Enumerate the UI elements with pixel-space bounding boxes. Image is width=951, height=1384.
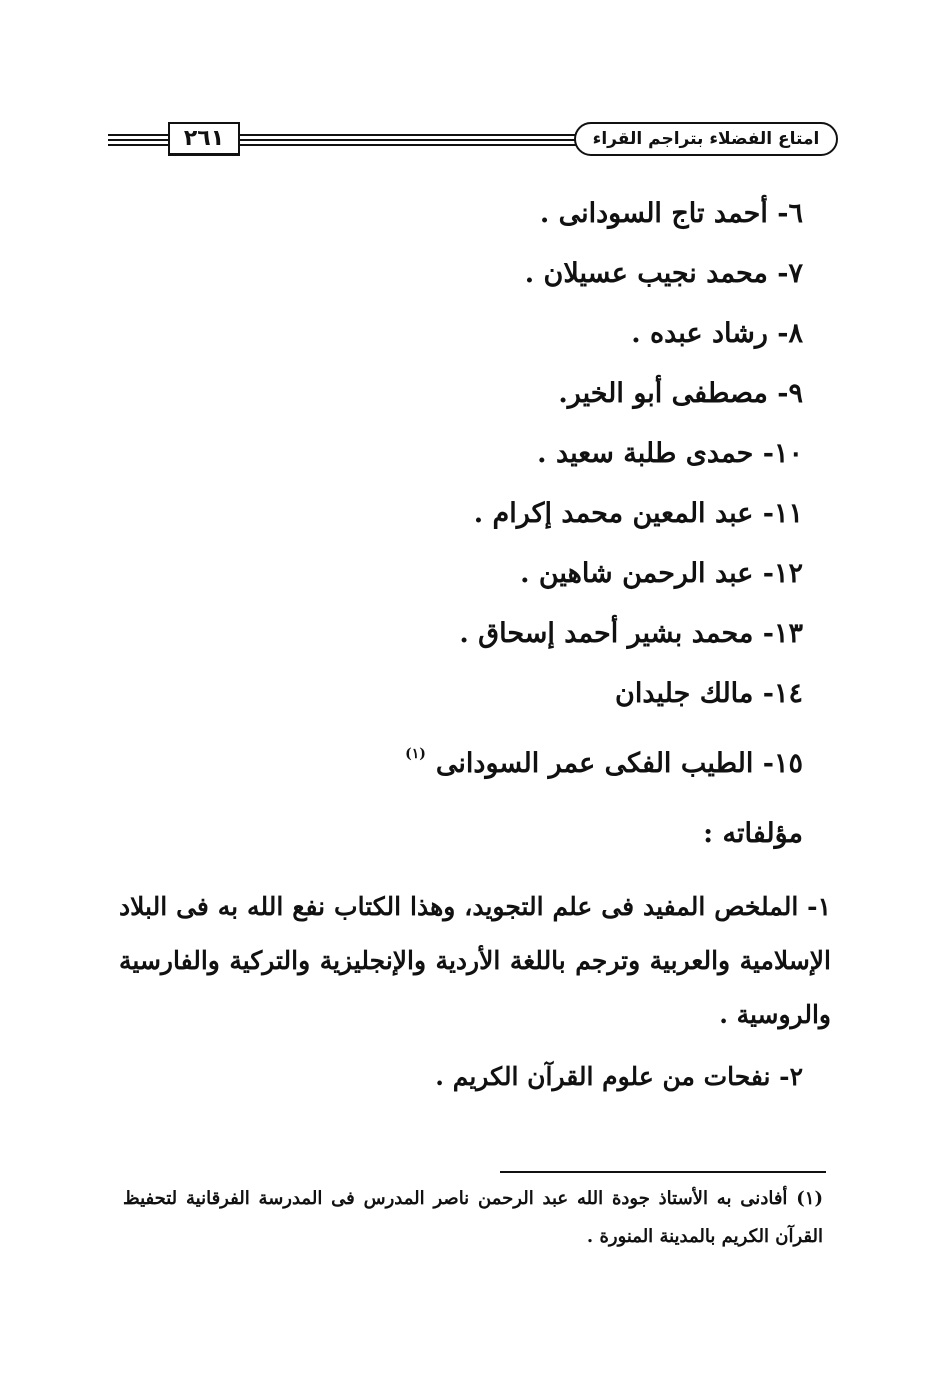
list-item (303, 550, 803, 610)
list-item (303, 730, 803, 790)
list-item-text: ١١- عبد المعين محمد إكرام . (473, 498, 803, 529)
list-item-text: ١٠- حمدى طلبة سعيد . (537, 438, 803, 469)
list-item (303, 610, 803, 670)
list-item-text: ١٥- الطيب الفكى عمر السودانى (435, 748, 803, 779)
footnote-reference: (١) (405, 746, 426, 762)
list-item-text: ١٢- عبد الرحمن شاهين . (520, 558, 803, 589)
list-item-text: ٩- مصطفى أبو الخير. (558, 378, 803, 409)
list-item (303, 670, 803, 730)
page-number: ٢٦١ (168, 122, 240, 156)
list-item-text: ٨- رشاد عبده . (631, 318, 803, 349)
footnote: (١) أفادنى به الأستاذ جودة الله عبد الرحمن ناصر المدرس فى المدرسة الفرقانية لتحفيظ القرآن الكريم بالمدينة المنورة . (123, 1188, 823, 1247)
footnote-separator (500, 1171, 826, 1173)
list-item (303, 370, 803, 430)
list-item-text: ١٤- مالك جليدان (615, 678, 803, 709)
students-list (303, 190, 803, 790)
list-item (303, 190, 803, 250)
works-heading: مؤلفاته : (703, 818, 803, 849)
list-item (303, 490, 803, 550)
list-item-text: ٦- أحمد تاج السودانى . (539, 198, 803, 229)
work-item-2: ٢- نفحات من علوم القرآن الكريم . (435, 1062, 803, 1091)
work-item-1: ١- الملخص المفيد فى علم التجويد، وهذا الكتاب نفع الله به فى البلاد الإسلامية والعربية وترجم باللغة الأردية والإنجليزية والتركية والفارسية والروسية . (119, 892, 831, 1029)
running-title: امتاع الفضلاء بتراجم القراء (574, 122, 838, 156)
list-item (303, 250, 803, 310)
list-item (303, 430, 803, 490)
page-header (108, 118, 838, 162)
list-item-text: ٧- محمد نجيب عسيلان . (524, 258, 803, 289)
list-item-text: ١٣- محمد بشير أحمد إسحاق . (459, 618, 803, 649)
list-item (303, 310, 803, 370)
